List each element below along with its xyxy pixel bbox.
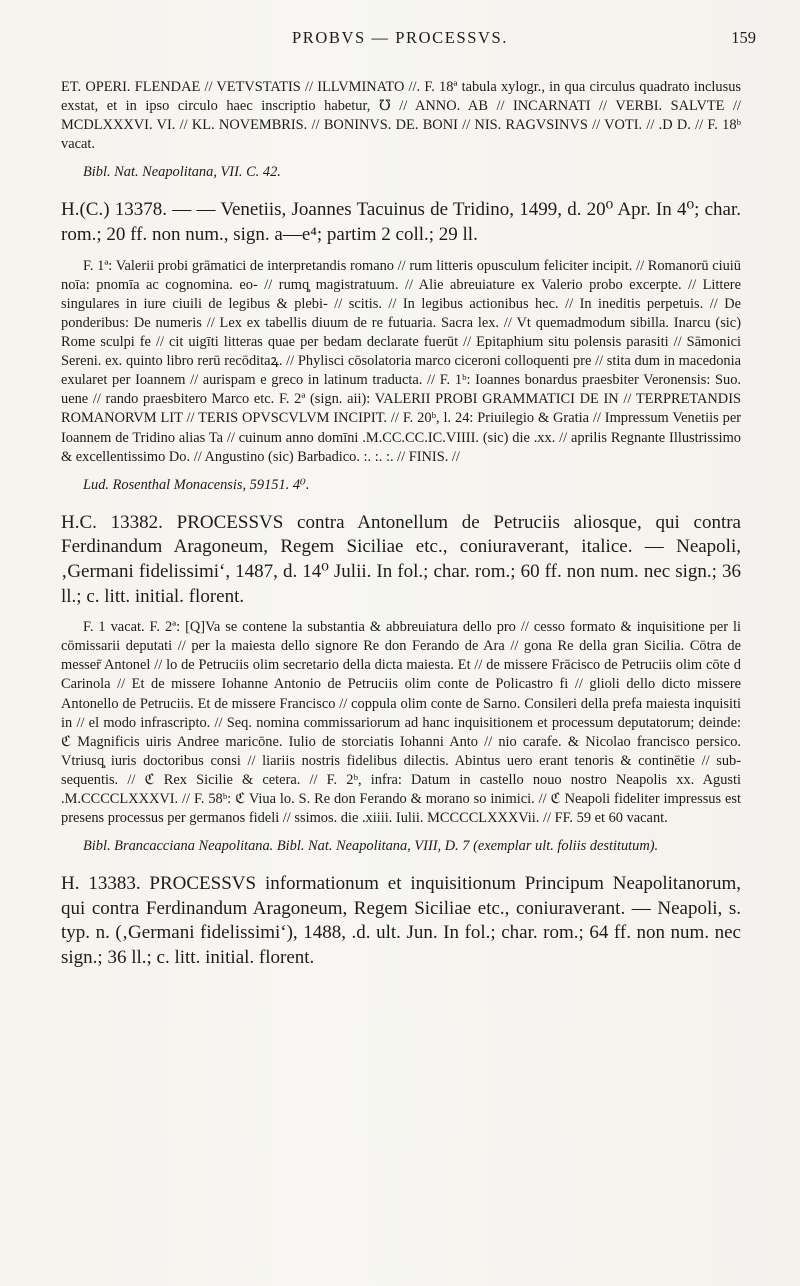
entry-13383-heading: H. 13383. PROCESSVS informationum et inquisitionum Principum Neapolitanorum, qui contra Ferdinandum Aragoneum, Regem Siciliae etc., coniuraverant. — Neapoli, s. typ. n. (‚Germani fidelissimi‘), 1488, .d. ult. Jun. In fol.; char. rom.; 64 ff. non num. nec sign.; 36 ll.; c. litt. initial. florent. <box>61 873 741 969</box>
entry-continuation-bibliography: Bibl. Nat. Neapolitana, VII. C. 42. <box>83 164 281 181</box>
entry-13378-bibliography: Lud. Rosenthal Monacensis, 59151. 4⁰. <box>83 476 310 493</box>
entry-continuation-text: ET. OPERI. FLENDAE // VETVSTATIS // ILLVMINATO //. F. 18ª tabula xylogr., in qua circulus quadrato inclusus exstat, et in ipso circulo haec inscriptio habetur, ℧ // ANNO. AB // INCARNATI // VERBI. SALVTE // MCDLXXXVI. VI. // KL. NOVEMBRIS. // BONINVS. DE. BONI // NIS. RAGVSINVS // VOTI. // .D D. // F. 18ᵇ vacat. <box>61 79 741 153</box>
page-header <box>40 28 760 48</box>
entry-13382-heading: H.C. 13382. PROCESSVS contra Antonellum de Petruciis aliosque, qui contra Ferdinandum Aragoneum, Regem Siciliae etc., coniuraverant, italice. — Neapoli, ‚Germani fidelissimi‘, 1487, d. 14⁰ Julii. In fol.; char. rom.; 60 ff. non num. nec sign.; 36 ll.; c. litt. initial. florent. <box>61 511 741 607</box>
page-number: 159 <box>731 28 756 47</box>
running-title: PROBVS — PROCESSVS. <box>291 28 509 47</box>
entry-13378-heading: H.(C.) 13378. — — Venetiis, Joannes Tacuinus de Tridino, 1499, d. 20⁰ Apr. In 4⁰; char. rom.; 20 ff. non num., sign. a—e⁴; partim 2 coll.; 29 ll. <box>61 199 741 246</box>
entry-13378-description: F. 1ª: Valerii probi grāmatici de interpretandis romano // rum litteris opusculum feliciter incipit. // Romanorū ciuiū noīa: pnomīa ac cognomina. eo- // rumq̧ magistratuum. // Alie abreuiature ex Valerio probo excerpte. // Littere singulares in iure ciuili de legibus & plebi- // scitis. // In legibus actionibus hec. // In ineditis perpetuis. // De ponderibus: De numeris // Lex ex tabellis diuum de re futuaria. Sacra lex. // Vt quemadmodum sibilla. Inarcu (sic) Rome sculpi fe // cit uigīti litteras quae per bedam declarate fuerūt // Epitaphium situ polensis parasiti // Sāmonici Sereni. ex. quinto libro rerū recōditaꝝ. // Phylisci cōsolatoria marco ciceroni colloquenti pre // stita dum in macedonia exularet per Ioannem // aurispam e greco in latinum traducta. // F. 1ᵇ: Ioannes bonardus praesbiter Veronensis: Suo. uene // rando praesbitero Marco etc. F. 2ª (sign. aii): VALERII PROBI GRAMMATICI DE IN // TERPRETANDIS ROMANORVM LIT // TERIS OPVSCVLVM INCIPIT. // F. 20ᵇ, l. 24: Priuilegio & Gratia // Impressum Venetiis per Ioannem de Tridino alias Ta // cuinum anno domīni .M.CC.CC.IC.VIIII. (sic) die .xx. // aprilis Regnante Illustrissimo & excellentissimo Do. // Angustino (sic) Barbadico. :. :. :. // FINIS. // <box>61 257 741 465</box>
entry-13382-bibliography: Bibl. Brancacciana Neapolitana. Bibl. Nat. Neapolitana, VIII, D. 7 (exemplar ult. foliis destitutum). <box>83 838 659 855</box>
page-body <box>61 78 741 971</box>
entry-13382-description: F. 1 vacat. F. 2ª: [Q]Va se contene la substantia & abbreuiatura dello pro // cesso formato & inquisitione per li cōmissarii deputati // per la maiesta dello signore Re don Ferando de Ara // gona Re della gran Sicilia. Cōtra de messer̄ Antonel // lo de Petruciis olim secretario della dicta maiesta. Et // de missere Frācisco de Petruciis olim cōte d Carinola // Et de missere Iohanne Antonio de Petruciis olim conte de Policastro fi // glioli dello dicto missere Antonello de Petruciis. Et de missere Francisco // coppula olim conte de Sarno. Consileri della prefa maiesta inquisiti in // el modo infrascripto. // Seq. nomina commissariorum ad hanc inquisitionem et processum deputatorum; deinde: ℭ Magnificis uiris Andree maricōne. Iulio de storciatis Iohanni Anto // nio carafe. & Nicolao francisco persico. Vtriusq̧ iuris doctoribus consi // liariis nostris fidelibus dilectis. Abintus uero erant tenoris & continētie // sub- sequentis. // ℭ Rex Sicilie & cetera. // F. 2ᵇ, infra: Datum in castello nouo nostro Neapolis xx. Agusti .M.CCCCLXXXVI. // F. 58ᵇ: ℭ Viua lo. S. Re don Ferando & morano so inimici. // ℭ Neapoli fideliter impressus est presens processus per germanos fideli // ssimos. die .xiiii. Iulii. MCCCCLXXXVii. // FF. 59 et 60 vacant. <box>61 619 741 827</box>
